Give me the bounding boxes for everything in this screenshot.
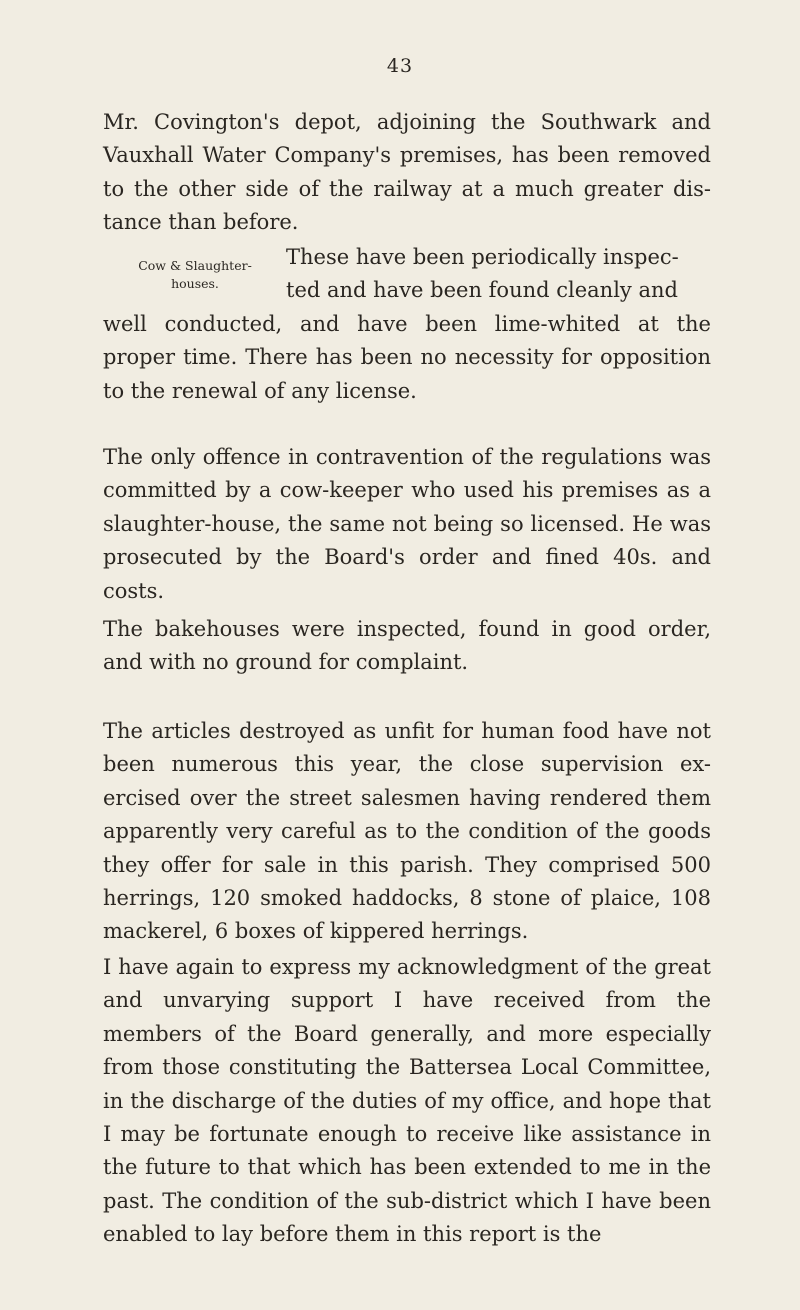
paragraph-acknowledgment [103,951,711,1252]
paragraph-text: The articles destroyed as unfit for human food have not been numerous this year, the close supervision ex- ercised over the street salesmen having rendered them apparently very careful as to the condition of the goods they offer for sale in this parish. They comprised 500 herrings, 120 smoked haddocks, 8 stone of plaice, 108 mackerel, 6 boxes of kippered herrings. [103,719,711,944]
paragraph-text: well conducted, and have been lime-whited at the proper time. There has been no necessity for opposition to the renewal of any license. [103,311,711,403]
paragraph-articles-destroyed [103,715,711,949]
paragraph-bakehouses [103,613,711,680]
paragraph-text: I have again to express my acknowledgment of the great and unvarying support I have received from the members of the Board generally, and more especially from those constituting the Battersea Local Committee, in the discharge of the duties of my office, and hope that I may be fortunate enough to receive like assistance in the future to that which has been extended to me in the past. The condition of the sub-district which I have been enabled to lay before them in this report is the [103,955,711,1247]
paragraph-text: The bakehouses were inspected, found in good order, and with no ground for complaint. [103,617,711,675]
page-number: 43 [386,55,414,77]
paragraph-text: The only offence in contravention of the regulations was committed by a cow-keeper who used his premises as a slaughter-house, the same not being so licensed. He was prosecuted by the Board's order and fined 40s. and costs. [103,445,711,603]
paragraph-lead-line-2: ted and have been found cleanly and [286,278,678,303]
margin-note-line-2: houses. [171,276,219,291]
paragraph-slaughterhouses [103,241,711,408]
margin-note-line-1: Cow & Slaughter- [138,258,252,273]
paragraph-offence [103,441,711,608]
paragraph-text: Mr. Covington's depot, adjoining the Southwark and Vauxhall Water Company's premises, has been removed to the other side of the railway at a much greater dis- tance than before. [103,110,711,235]
paragraph-depot [103,106,711,240]
paragraph-lead-line-1: These have been periodically inspec- [286,245,679,269]
